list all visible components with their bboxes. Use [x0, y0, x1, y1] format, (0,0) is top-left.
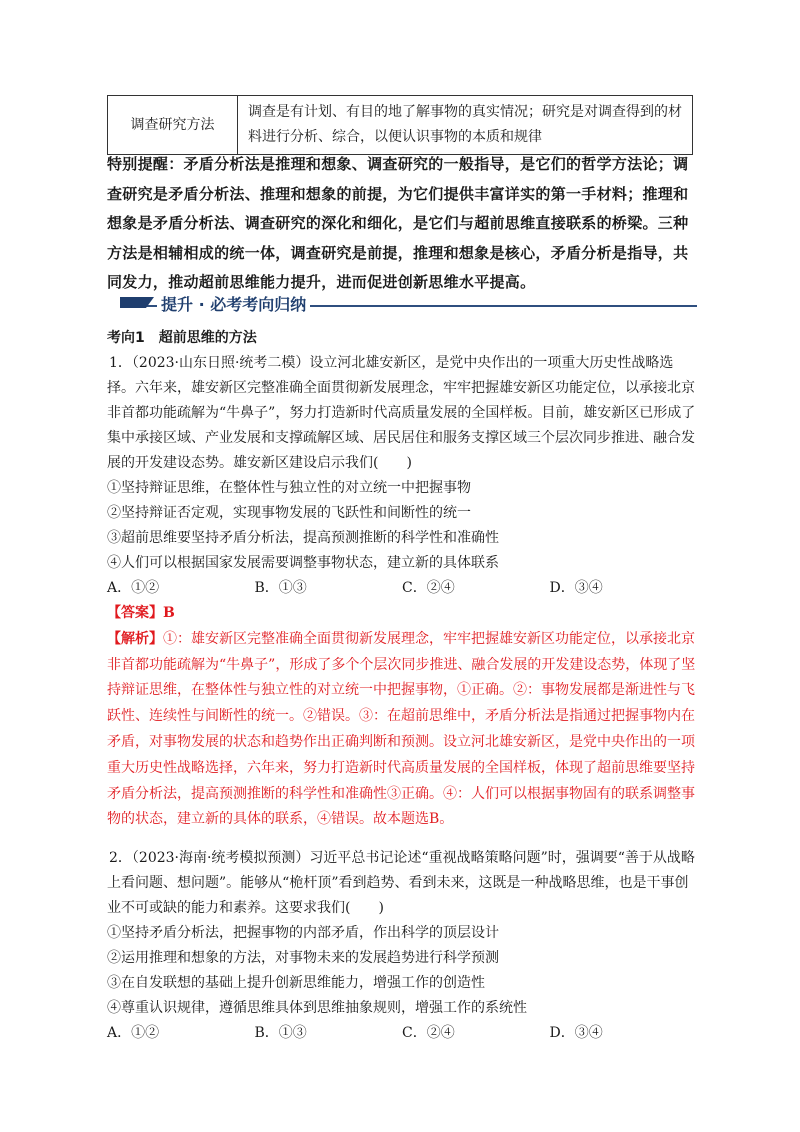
question-stem: 2．（2023·海南·统考模拟预测）习近平总书记论述“重视战略策略问题”时，强调要“善于从战略上看问题、想问题”。能够从“桅杆顶”看到趋势、看到未来，这既是一种战略思维，也是干事创业不可或缺的能力和素养。这要求我们( ) [107, 850, 695, 916]
choice-item: ①坚持辩证思维，在整体性与独立性的对立统一中把握事物 [107, 480, 471, 496]
question-stem: 1．（2023·山东日照·统考二模）设立河北雄安新区，是党中央作出的一项重大历史性战略选择。六年来，雄安新区完整准确全面贯彻新发展理念，牢牢把握雄安新区功能定位，以承接北京非首都功能疏解为“牛鼻子”，努力打造新时代高质量发展的全国样板。目前，雄安新区已形成了集中承接区域、产业发展和支撑疏解区域、居民居住和服务支撑区域三个层次同步推进、融合发展的开发建设态势。雄安新区建设启示我们( ) [107, 355, 696, 471]
choice-item: ②运用推理和想象的方法，对事物未来的发展趋势进行科学预测 [107, 950, 499, 966]
answer-options [107, 576, 697, 601]
option-a: A．①② [107, 1025, 160, 1041]
choice-item: ④尊重认识规律，遵循思维具体到思维抽象规则，增强工作的系统性 [107, 1000, 527, 1016]
answer-label: 【答案】 [107, 605, 163, 621]
answer-value: B [163, 605, 175, 621]
option-b: B．①③ [254, 1025, 307, 1041]
option-a: A．①② [107, 580, 160, 596]
option-d: D．③④ [549, 1025, 603, 1041]
answer-line [107, 601, 697, 627]
choice-item: ①坚持矛盾分析法，把握事物的内部矛盾，作出科学的顶层设计 [107, 925, 499, 941]
option-b: B．①③ [254, 580, 307, 596]
banner-block-icon [120, 297, 146, 308]
method-table [107, 95, 693, 155]
question-2 [107, 846, 697, 1046]
choice-item: ③在自发联想的基础上提升创新思维能力，增强工作的创造性 [107, 975, 485, 991]
table-key-cell: 调查研究方法 [108, 96, 238, 155]
option-c: C．②④ [402, 1025, 455, 1041]
section-banner [107, 292, 697, 318]
option-d: D．③④ [549, 580, 603, 596]
choice-item: ②坚持辩证否定观，实现事物发展的飞跃性和间断性的统一 [107, 505, 471, 521]
question-1 [107, 351, 697, 833]
answer-options [107, 1021, 697, 1046]
option-c: C．②④ [402, 580, 455, 596]
table-value-cell: 调查是有计划、有目的地了解事物的真实情况；研究是对调查得到的材料进行分析、综合，以便认识事物的本质和规律 [238, 96, 693, 155]
banner-arrow-icon [146, 297, 154, 308]
table-row [108, 96, 693, 155]
section-heading: 考向1 超前思维的方法 [107, 330, 257, 346]
analysis-paragraph [107, 627, 697, 833]
analysis-text: ①：雄安新区完整准确全面贯彻新发展理念，牢牢把握雄安新区功能定位，以承接北京非首都功能疏解为“牛鼻子”，形成了多个个层次同步推进、融合发展的开发建设态势，体现了坚持辩证思维，在整体性与独立性的对立统一中把握事物，①正确。②：事物发展都是渐进性与飞跃性、连续性与间断性的统一。②错误。③：在超前思维中，矛盾分析法是指通过把握事物内在矛盾，对事物发展的状态和趋势作出正确判断和预测。设立河北雄安新区，是党中央作出的一项重大历史性战略选择，六年来，努力打造新时代高质量发展的全国样板，体现了超前思维要坚持矛盾分析法，提高预测推断的科学性和准确性③正确。④：人们可以根据事物固有的联系调整事物的状态，建立新的具体的联系，④错误。故本题选B。 [107, 630, 696, 828]
choice-item: ④人们可以根据国家发展需要调整事物状态，建立新的具体联系 [107, 555, 499, 571]
choice-item: ③超前思维要坚持矛盾分析法，提高预测推断的科学性和准确性 [107, 530, 499, 546]
analysis-label: 【解析】 [107, 630, 163, 647]
special-tip-paragraph: 特别提醒：矛盾分析法是推理和想象、调查研究的一般指导，是它们的哲学方法论；调查研究是矛盾分析法、推理和想象的前提，为它们提供丰富详实的第一手材料；推理和想象是矛盾分析法、调查研究的深化和细化，是它们与超前思维直接联系的桥梁。三种方法是相辅相成的统一体，调查研究是前提，推理和想象是核心，矛盾分析是指导，共同发力，推动超前思维能力提升，进而促进创新思维水平提高。 [107, 155, 689, 291]
banner-title: 提升 · 必考考向归纳 [157, 292, 310, 318]
